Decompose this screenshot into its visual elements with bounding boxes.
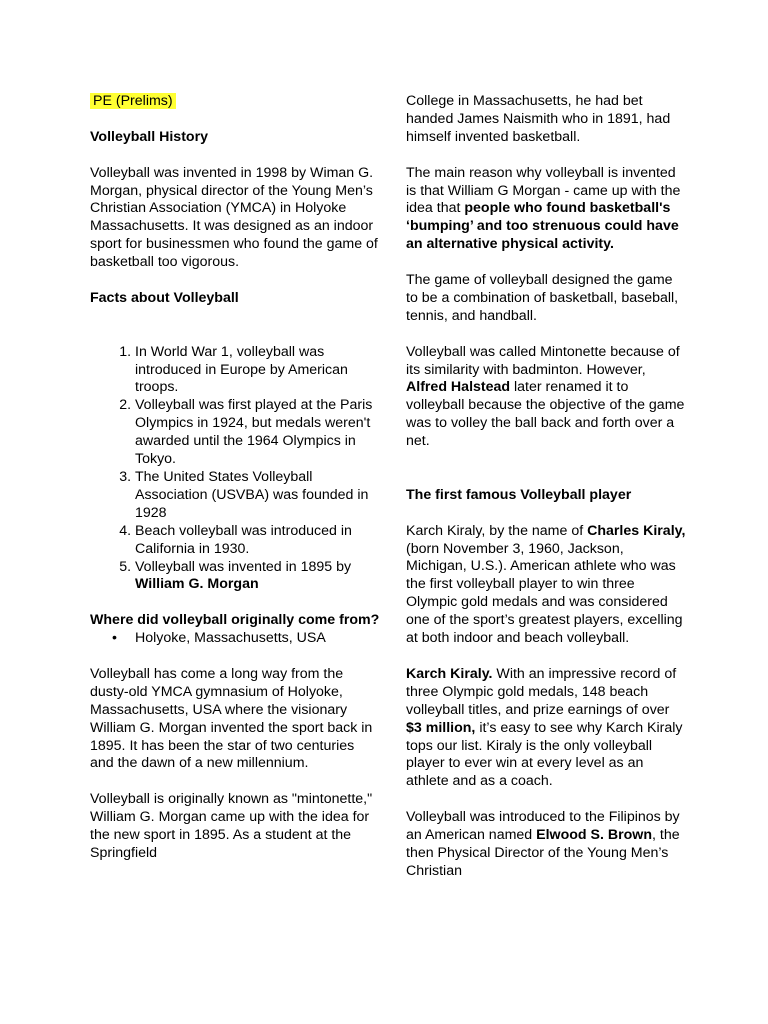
intro-paragraph: Volleyball was invented in 1998 by Wiman G. Morgan, physical director of the Young Men’s Christian Association (YMCA) in Holyoke Massachusetts. It was designed as an indoor sport for businessmen who found the game of basketball too vigorous. [90,164,378,271]
origin-question: Where did volleyball originally come from? [90,612,380,629]
philippines-text: Volleyball was introduced to the Filipinos by an American named [406,809,680,844]
naming-bold: Alfred Halstead [406,379,511,396]
fact-item: 1. In World War 1, volleyball was introduced in Europe by American troops. [135,344,380,398]
kiraly-bold: Charles Kiraly, [587,522,686,539]
naming-text-end: later renamed it to volleyball because the objective of the game was to volley the ball back and forth over a net. [406,379,685,450]
naming-paragraph [406,344,686,451]
record-paragraph [406,666,686,791]
philippines-text-end: , the then Physical Director of the Young Men’s Christian [406,827,680,879]
philippines-paragraph [406,809,686,881]
fact-item: 2. Volleyball was first played at the Paris Olympics in 1924, but medals weren't awarded until the 1964 Olympics in Tokyo. [135,397,380,469]
philippines-bold: Elwood S. Brown [536,827,653,844]
record-text-end: it’s easy to see why Karch Kiraly tops our list. Kiraly is the only volleyball player to ever win at every level as an athlete and as a coach. [406,719,683,790]
highlighted-label: PE (Prelims) [90,93,176,109]
kiraly-text-end: (born November 3, 1960, Jackson, Michigan, U.S.). American athlete who was the first volleyball player to win three Olympic gold medals and was considered one of the sport’s greatest players, excelling at both indoor and beach volleyball. [406,540,683,647]
record-bold-amount: $3 million, [406,719,476,736]
origin-answer: Holyoke, Massachusetts, USA [135,630,326,647]
facts-list [90,344,380,595]
reason-text: The main reason why volleyball is invented is that William G Morgan - came up with the idea that [406,164,681,217]
fact-item: 4. Beach volleyball was introduced in California in 1930. [135,523,380,559]
left-column [90,93,380,863]
right-column [406,93,686,881]
bullet-icon: • [112,630,117,647]
page-title: Volleyball History [90,128,209,145]
history-paragraph: Volleyball has come a long way from the dusty-old YMCA gymnasium of Holyoke, Massachusetts, USA where the visionary William G. Morgan invented the sport back in 1895. It has been the star of two centuries and the dawn of a new millennium. [90,665,373,772]
origin-item [112,630,380,648]
mintonette-paragraph: Volleyball is originally known as "mintonette," William G. Morgan came up with the idea for the new sport in 1895. As a student at the Springfield [90,791,373,861]
player-heading: The first famous Volleyball player [406,486,632,503]
reason-bold: people who found basketball's ‘bumping’ and too strenuous could have an alternative physical activity. [406,200,679,253]
section-label [90,93,380,111]
reason-paragraph [406,165,686,255]
continued-paragraph: College in Massachusetts, he had bet handed James Naismith who in 1891, had himself invented basketball. [406,93,671,145]
fact-item [135,559,380,595]
kiraly-text: Karch Kiraly, by the name of [406,522,588,539]
fact-item: 3. The United States Volleyball Association (USVBA) was founded in 1928 [135,469,380,523]
facts-heading: Facts about Volleyball [90,289,239,306]
fact-bold-name: William G. Morgan [135,576,259,593]
kiraly-paragraph [406,523,686,648]
combination-paragraph: The game of volleyball designed the game to be a combination of basketball, baseball, tennis, and handball. [406,272,679,324]
record-text: With an impressive record of three Olympic gold medals, 148 beach volleyball titles, and prize earnings of over [406,665,677,718]
origin-list [90,630,380,648]
record-bold: Karch Kiraly. [406,665,493,682]
naming-text: Volleyball was called Mintonette because of its similarity with badminton. However, [406,343,680,378]
fact-text: Volleyball was invented in 1895 by [135,558,352,575]
